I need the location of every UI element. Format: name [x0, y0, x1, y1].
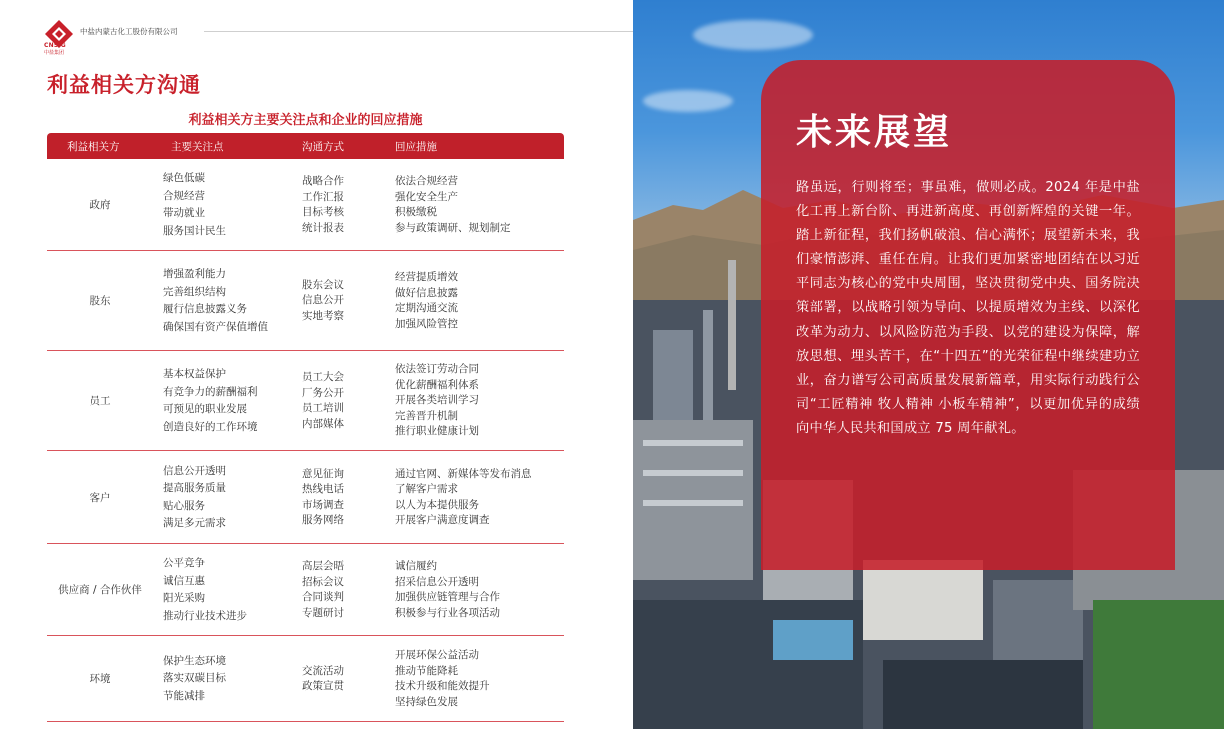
- response-list: [395, 362, 479, 440]
- response-list-item: 通过官网、新媒体等发布消息: [395, 467, 532, 480]
- header-divider: [204, 31, 633, 32]
- response-list: [395, 174, 511, 236]
- response-list-item: 加强供应链管理与合作: [395, 591, 500, 603]
- concern-list-item: 阳光采购: [163, 592, 205, 604]
- response-list-item: 技术升级和能效提升: [395, 680, 490, 692]
- stakeholder-name: 环境: [89, 673, 111, 685]
- stakeholder-name: 员工: [89, 395, 111, 407]
- concern-list: [163, 463, 226, 533]
- concern-list-item: 基本权益保护: [163, 368, 226, 380]
- response-list-item: 推动节能降耗: [395, 664, 458, 677]
- response-list-item: 依法合规经营: [395, 175, 458, 187]
- concern-list-item: 贴心服务: [163, 499, 205, 512]
- concern-list-item: 推动行业技术进步: [163, 609, 247, 622]
- response-list-item: 招采信息公开透明: [395, 575, 479, 588]
- concern-list: [163, 170, 226, 240]
- table-row: [47, 544, 564, 636]
- concern-list-item: 诚信互惠: [163, 574, 205, 587]
- channel-list: [302, 664, 344, 695]
- response-list-item: 了解客户需求: [395, 483, 458, 495]
- channel-list: [302, 174, 344, 236]
- concern-list-item: 有竞争力的薪酬福利: [163, 385, 258, 398]
- response-list-item: 经营提质增效: [395, 271, 458, 283]
- company-name: 中盐内蒙古化工股份有限公司: [80, 27, 178, 36]
- response-list-item: 开展环保公益活动: [395, 649, 479, 661]
- concern-list-item: 满足多元需求: [163, 517, 226, 529]
- channel-list-item: 专题研讨: [302, 606, 344, 619]
- table-row: [47, 351, 564, 451]
- channel-list-item: 员工培训: [302, 402, 344, 414]
- channel-list-item: 政策宣贯: [302, 680, 344, 692]
- concern-list-item: 增强盈利能力: [163, 268, 226, 280]
- right-page: [633, 0, 1224, 729]
- response-list-item: 坚持绿色发展: [395, 695, 458, 708]
- stakeholder-name: 股东: [89, 295, 111, 307]
- response-list-item: 以人为本提供服务: [395, 498, 479, 511]
- concern-list: [163, 366, 258, 436]
- concern-list-item: 公平竞争: [163, 557, 205, 569]
- channel-list-item: 招标会议: [302, 575, 344, 588]
- response-list-item: 推行职业健康计划: [395, 425, 479, 438]
- concern-list-item: 绿色低碳: [163, 172, 205, 184]
- table-row: [47, 159, 564, 251]
- channel-list-item: 实地考察: [302, 309, 344, 322]
- channel-list-item: 员工大会: [302, 371, 344, 383]
- response-list: [395, 270, 458, 332]
- logo-text: CNSIG: [44, 42, 66, 49]
- table-header: [47, 133, 564, 159]
- concern-list-item: 提高服务质量: [163, 482, 226, 494]
- response-list-item: 完善晋升机制: [395, 409, 458, 422]
- channel-list-item: 内部媒体: [302, 417, 344, 430]
- channel-list-item: 市场调查: [302, 498, 344, 511]
- header-channels: 沟通方式: [302, 141, 344, 153]
- header-stakeholder: 利益相关方: [67, 141, 120, 153]
- response-list-item: 参与政策调研、规划制定: [395, 221, 511, 234]
- response-list-item: 做好信息披露: [395, 286, 458, 299]
- concern-list-item: 节能减排: [163, 689, 205, 702]
- channel-list: [302, 370, 344, 432]
- response-list: [395, 467, 532, 529]
- response-list-item: 优化薪酬福利体系: [395, 378, 479, 391]
- stakeholder-name: 客户: [89, 491, 111, 504]
- concern-list-item: 可预见的职业发展: [163, 403, 247, 415]
- response-list-item: 积极参与行业各项活动: [395, 606, 500, 619]
- stakeholder-name: 供应商 / 合作伙伴: [58, 584, 142, 596]
- response-list-item: 依法签订劳动合同: [395, 363, 479, 376]
- concern-list: [163, 653, 226, 706]
- table-row: [47, 451, 564, 544]
- response-list-item: 开展客户满意度调查: [395, 514, 490, 526]
- header-responses: 回应措施: [395, 141, 437, 153]
- outlook-body: 路虽远，行则将至；事虽难，做则必成。2024 年是中盐化工再上新台阶、再进新高度、再创新辉煌的关键一年。踏上新征程，我们扬帆破浪、信心满怀；展望新未来，我们豪情澎湃、重任在肩。让我们更加紧密地团结在以习近平同志为核心的党中央周围，坚决贯彻党中央、国务院决策部署，以战略引领为导向、以提质增效为主线、以深化改革为动力、以风险防范为手段、以党的建设为保障，解放思想、埋头苦干，在“十四五”的光荣征程中继续建功立业，奋力谱写公司高质量发展新篇章，用实际行动践行公司“工匠精神 牧人精神 小板车精神”，以更加优异的成绩向中华人民共和国成立 75 周年献礼。: [796, 180, 1140, 436]
- channel-list-item: 厂务公开: [302, 386, 344, 399]
- concern-list: [163, 555, 247, 625]
- table-row: [47, 636, 564, 722]
- outlook-card: [761, 60, 1175, 570]
- channel-list: [302, 278, 344, 325]
- channel-list-item: 热线电话: [302, 483, 344, 495]
- section-title: 利益相关方沟通: [47, 73, 201, 97]
- channel-list-item: 工作汇报: [302, 190, 344, 203]
- response-list-item: 积极缴税: [395, 206, 437, 218]
- channel-list-item: 统计报表: [302, 221, 344, 234]
- concern-list-item: 服务国计民生: [163, 224, 226, 237]
- concern-list-item: 保护生态环境: [163, 654, 226, 667]
- response-list-item: 诚信履约: [395, 560, 437, 572]
- channel-list: [302, 559, 344, 621]
- response-list-item: 强化安全生产: [395, 190, 458, 203]
- channel-list-item: 战略合作: [302, 175, 344, 187]
- channel-list-item: 服务网络: [302, 514, 344, 526]
- response-list-item: 加强风险管控: [395, 317, 458, 330]
- stakeholder-name: 政府: [89, 199, 111, 211]
- logo-subtext: 中盐集团: [44, 50, 65, 56]
- channel-list-item: 目标考核: [302, 206, 344, 218]
- response-list: [395, 559, 500, 621]
- channel-list-item: 信息公开: [302, 294, 344, 307]
- table-title: 利益相关方主要关注点和企业的回应措施: [188, 113, 423, 128]
- concern-list: [163, 266, 268, 336]
- response-list-item: 开展各类培训学习: [395, 394, 479, 407]
- concern-list-item: 完善组织结构: [163, 285, 226, 298]
- concern-list-item: 确保国有资产保值增值: [163, 320, 268, 333]
- concern-list-item: 带动就业: [163, 207, 205, 219]
- response-list: [395, 648, 490, 710]
- channel-list-item: 交流活动: [302, 664, 344, 677]
- response-list-item: 定期沟通交流: [395, 302, 458, 314]
- concern-list-item: 信息公开透明: [163, 464, 226, 477]
- concern-list-item: 创造良好的工作环境: [163, 420, 258, 433]
- channel-list-item: 合同谈判: [302, 591, 344, 603]
- concern-list-item: 落实双碳目标: [163, 672, 226, 685]
- outlook-title: 未来展望: [796, 112, 953, 153]
- table-row: [47, 251, 564, 351]
- header-concerns: 主要关注点: [171, 141, 224, 153]
- channel-list-item: 高层会晤: [302, 560, 344, 572]
- channel-list: [302, 467, 344, 529]
- channel-list-item: 意见征询: [302, 467, 344, 480]
- channel-list-item: 股东会议: [302, 278, 344, 291]
- concern-list-item: 履行信息披露义务: [163, 303, 247, 315]
- concern-list-item: 合规经营: [163, 189, 205, 202]
